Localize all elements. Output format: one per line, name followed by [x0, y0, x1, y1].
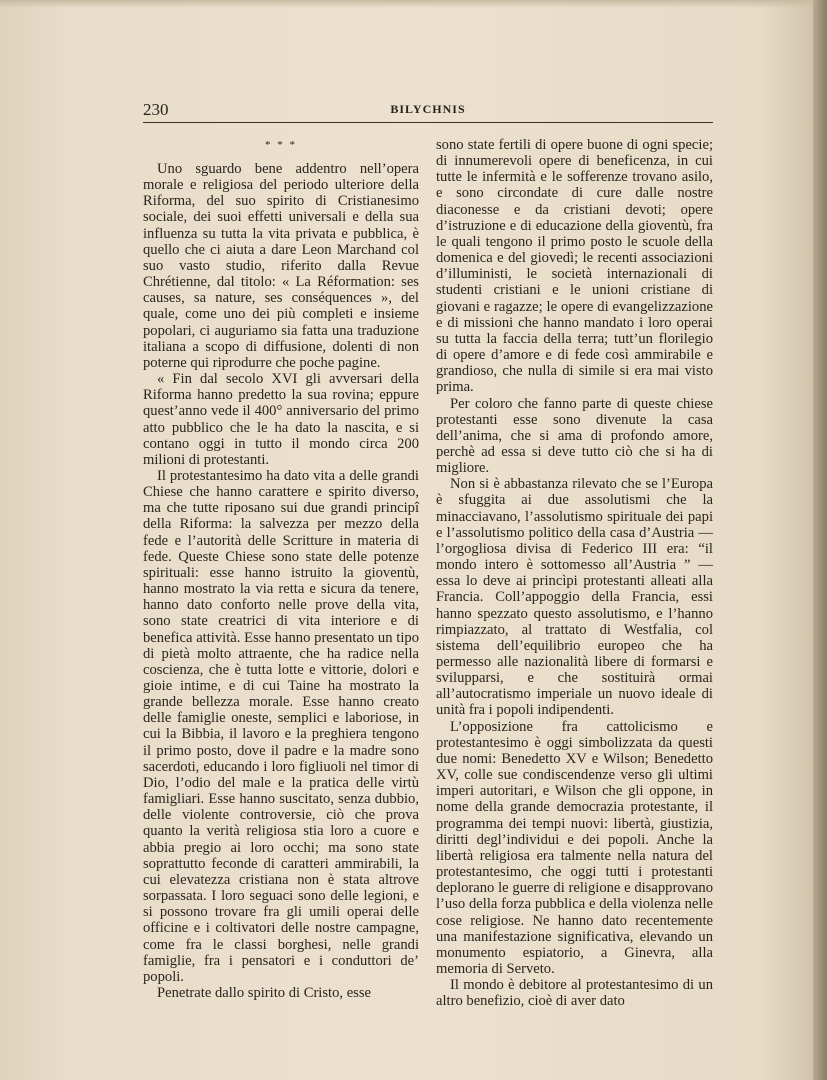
journal-title: BILYCHNIS [390, 102, 466, 116]
running-header [143, 100, 713, 123]
paragraph-continued: sono state fertili di opere buone di ogni specie; di innumerevoli opere di beneficenza, in cui tutte le infermità e le sofferenze trovano asilo, e sono circondate di cure dalle nostre diaconesse e da cristiani devoti; opere d’istruzione e di educazione della gioventù, fra le quali tengono il primo posto le scuole della domenica e del giovedì; le recenti associazioni d’illuministi, le società internazionali di studenti cristiani e le unioni cristiane di giovani e ragazze; le opere di evangelizzazione e di missioni che hanno mandato i loro operai su tutta la faccia della terra; tutt’un florilegio di opere d’amore e di fede così ammirabile e grandioso, che nulla di simile si era mai visto prima. [436, 137, 713, 396]
page-number: 230 [143, 100, 169, 119]
left-column [143, 137, 419, 1001]
paragraph: Non si è abbastanza rilevato che se l’Europa è sfuggita ai due assolutismi che la minacciavano, l’assolutismo spirituale dei papi e l’assolutismo politico della casa d’Austria — l’orgogliosa divisa di Federico III era: “il mondo intero è sottomesso all’Austria ” — essa lo deve ai princìpi protestanti alleati alla Francia. Coll’appoggio della Francia, essi hanno spezzato questo assolutismo, e l’hanno rimpiazzato, al trattato di Westfalia, col sistema dell’equilibrio europeo che ha permesso alle nazionalità libere di formarsi e svilupparsi, e che sostituirà ormai all’autocratismo imperiale un nuovo ideale di unità fra i popoli indipendenti. [436, 476, 713, 719]
paragraph: Uno sguardo bene addentro nell’opera morale e religiosa del periodo ulteriore della Riforma, del suo spirito di Cristianesimo sociale, dei suoi effetti universali e della sua influenza su tutta la vita privata e pubblica, è quello che ci aiuta a dare Leon Marchand col suo vasto studio, riferito dalla Revue Chrétienne, dal titolo: « La Réformation: ses causes, sa nature, ses conséquences », del quale, come uno dei più completi e insieme popolari, ci auguriamo sia fatta una traduzione italiana a scopo di diffusione, dolenti di non poterne qui riprodurre che poche pagine. [143, 161, 419, 371]
section-asterism: * * * [265, 139, 297, 151]
paragraph: Per coloro che fanno parte di queste chiese protestanti esse sono divenute la casa dell’anima, che si ama di profondo amore, perchè ad essa si deve tutto ciò che si ha di migliore. [436, 395, 713, 477]
page-binding-edge [813, 0, 827, 1080]
paragraph: Il mondo è debitore al protestantesimo di un altro benefizio, cioè di aver dato [436, 977, 713, 1010]
paragraph: L’opposizione fra cattolicismo e protestantesimo è oggi simbolizzata da questi due nomi: Benedetto XV e Wilson; Benedetto XV, colle sue condiscendenze verso gli ultimi imperi autoritari, e Wilson che gli oppone, in nome della grande democrazia protestante, il programma dei tempi nuovi: libertà, giustizia, diritti degl’individui e dei popoli. Anche la libertà religiosa era talmente nella natura del protestantesimo, che oggi tutti i protestanti deplorano le guerre di religione e disapprovano l’uso della forza pubblica e della violenza nelle cose religiose. Ne hanno dato recentemente una manifestazione significativa, elevando un monumento espiatorio, a Ginevra, alla memoria di Serveto. [436, 718, 713, 977]
paragraph: Il protestantesimo ha dato vita a delle grandi Chiese che hanno carattere e spirito diverso, ma che tutte riposano sui due grandi principî della Riforma: la salvezza per mezzo della fede e l’autorità delle Scritture in materia di fede. Queste Chiese sono state delle potenze spirituali: esse hanno istruito la gioventù, hanno mostrato la via retta e sicura da tenere, hanno dato conforto nelle prove della vita, sono state creatrici di vita interiore e di benefica attività. Esse hanno presentato un tipo di pietà molto attraente, che ha radice nella coscienza, che è tutta lotte e vittorie, dolori e gioie intime, e di cui Taine ha mostrato la grande bellezza morale. Esse hanno creato delle famiglie oneste, semplici e laboriose, in cui la Bibbia, il lavoro e la preghiera tengono il primo posto, dove il padre e la madre sono sacerdoti, educando i loro figliuoli nel timor di Dio, l’odio del male e la pratica delle virtù famigliari. Esse hanno suscitato, senza dubbio, delle violente controversie, ciò che prova quanto la verità religiosa stia loro a cuore e abbia pregio ai loro occhi; ma sono state soprattutto feconde di caratteri ammirabili, la cui elevatezza cristiana non è stata altrove sorpassata. I loro seguaci sono delle legioni, e si possono trovare fra gli umili operai delle officine e i coltivatori delle nostre campagne, come fra le classi borghesi, nelle grandi famiglie, fra i pensatori e i conduttori de’ popoli. [143, 467, 419, 985]
right-column [436, 137, 713, 1009]
paragraph: « Fin dal secolo XVI gli avversari della Riforma hanno predetto la sua rovina; eppure quest’anno vede il 400° anniversario del primo atto pubblico che le ha dato la nascita, e si contano oggi in tutto il mondo circa 200 milioni di protestanti. [143, 371, 419, 468]
page-top-shadow [0, 0, 827, 8]
paragraph: Penetrate dallo spirito di Cristo, esse [157, 984, 372, 1001]
